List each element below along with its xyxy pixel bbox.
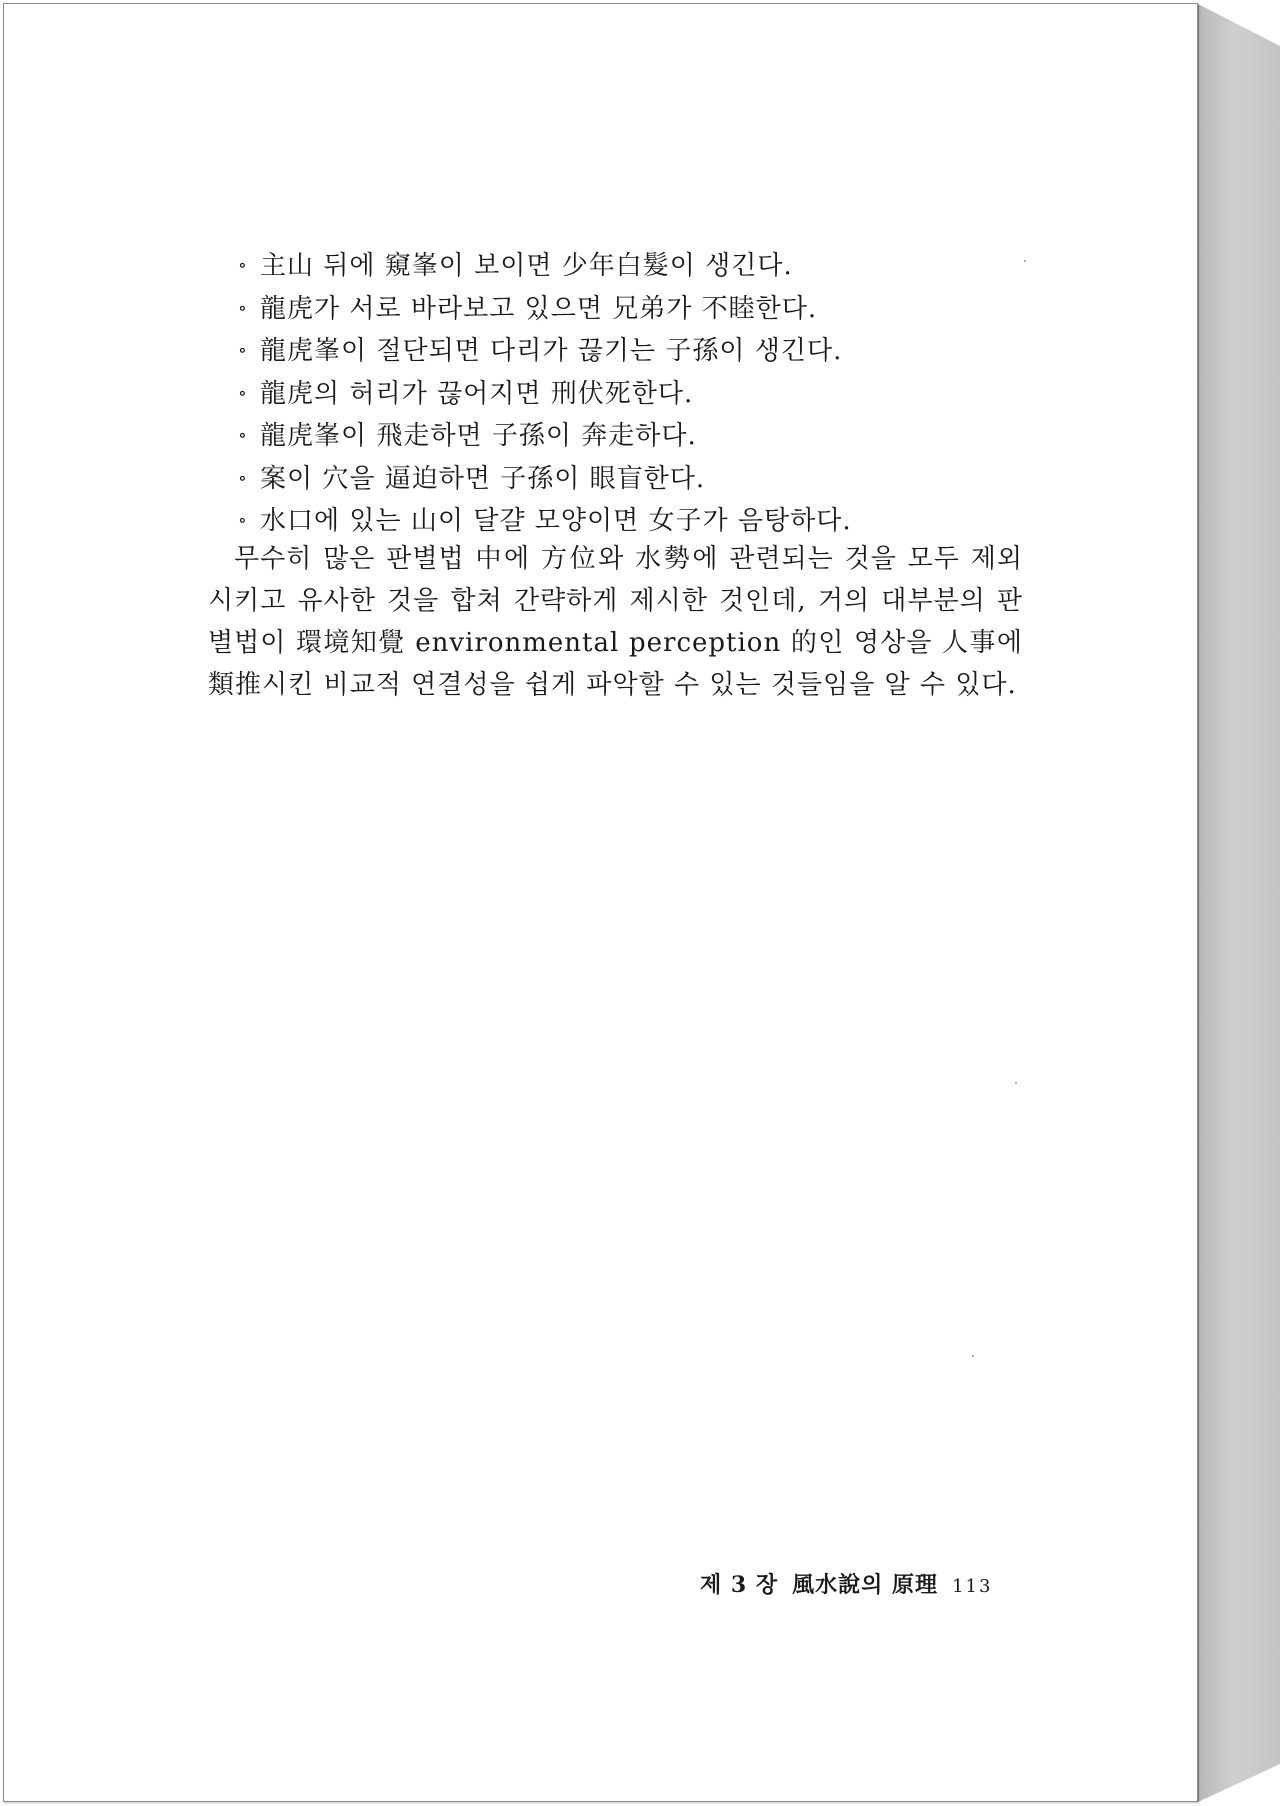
bullet-item [238, 500, 1038, 543]
bullet-item [238, 458, 1038, 501]
bullet-text: 龍虎의 허리가 끊어지면 刑伏死한다. [260, 378, 694, 409]
bullet-item [238, 373, 1038, 416]
paragraph-text: 무수히 많은 판별법 中에 方位와 水勢에 관련되는 것을 모두 제외시키고 유사한 것을 합쳐 간략하게 제시한 것인데, 거의 대부분의 판별법이 環境知覺 environmental perception 的인 영상을 人事에 類推시킨 비교적 연결성을 쉽게 파악할 수 있는 것들임을 알 수 있다. [208, 544, 1023, 700]
footer-chapter: 제 3 장 [700, 1572, 779, 1598]
bullet-mark: ∘ [238, 255, 248, 276]
bullet-mark: ∘ [238, 297, 248, 319]
bullet-text: 龍虎峯이 절단되면 다리가 끊기는 子孫이 생긴다. [260, 336, 843, 366]
page-number: 113 [952, 1576, 993, 1597]
paper-speck [972, 1355, 974, 1357]
bullet-text: 案이 穴을 逼迫하면 子孫이 眼盲한다. [260, 463, 706, 494]
bullet-item [238, 245, 1038, 288]
bullet-text: 主山 뒤에 窺峯이 보이면 少年白髮이 생긴다. [260, 251, 793, 281]
footer-title: 風水說의 原理 [792, 1572, 939, 1598]
bullet-text: 龍虎峯이 飛走하면 子孫이 奔走하다. [260, 421, 697, 451]
bullet-mark: ∘ [238, 382, 248, 404]
bullet-mark: ∘ [238, 340, 248, 361]
bullet-text: 水口에 있는 山이 달걀 모양이면 女子가 음탕하다. [260, 506, 852, 536]
bullet-mark: ∘ [238, 467, 248, 489]
book-edge [1198, 4, 1280, 1802]
paper-speck [1024, 260, 1026, 262]
bullet-mark: ∘ [238, 425, 248, 446]
body-paragraph [208, 538, 1023, 706]
running-footer [700, 1568, 992, 1599]
bullet-mark: ∘ [238, 510, 248, 531]
paper-speck [1015, 1082, 1017, 1084]
bullet-item [238, 288, 1038, 331]
bullet-item [238, 415, 1038, 458]
bullet-item [238, 330, 1038, 373]
bullet-text: 龍虎가 서로 바라보고 있으면 兄弟가 不睦한다. [260, 293, 818, 324]
bullet-list [238, 245, 1038, 543]
